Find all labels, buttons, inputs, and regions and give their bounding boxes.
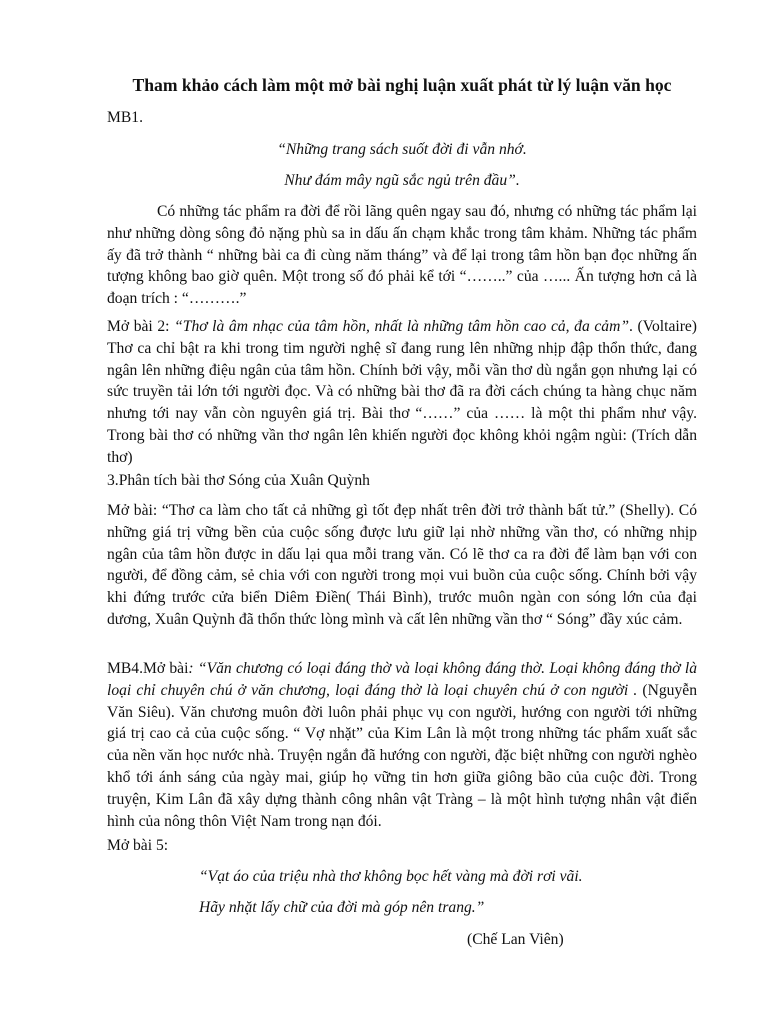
mb1-label: MB1.	[107, 109, 143, 126]
mb1-paragraph: Có những tác phẩm ra đời để rồi lãng quên ngay sau đó, nhưng có những tác phẩm lại như những dòng sông đỏ nặng phù sa in dấu ấn chạm khắc trong tâm khảm. Những tác phẩm ấy đã trở thành “ những bài ca đi cùng năm tháng” và để lại trong tâm hồn bạn đọc những ấn tượng không bao giờ quên. Một trong số đó phải kể tới “……..” của …... Ấn tượng hơn cả là đoạn trích : “……….”	[107, 203, 697, 308]
mb2-label: Mở bài 2:	[107, 318, 175, 335]
mb4-label: MB4.Mở bài	[107, 660, 189, 677]
mb4-quote: : “Văn chương có loại đáng thờ và loại không đáng thờ. Loại không đáng thờ là loại chỉ chuyên chú ở văn chương, loại đáng thờ là loại chuyên chú ở con người .	[107, 660, 697, 699]
mb1-verse-2: Như đám mây ngũ sắc ngủ trên đầu”.	[284, 172, 520, 189]
mb4-paragraph	[107, 658, 697, 832]
mb5-label: Mở bài 5:	[107, 837, 169, 854]
mb2-quote: “Thơ là âm nhạc của tâm hồn, nhất là những tâm hồn cao cả, đa cảm”	[174, 318, 630, 335]
document-title: Tham khảo cách làm một mở bài nghị luận xuất phát từ lý luận văn học	[132, 75, 672, 95]
mb5-verse-1: “Vạt áo của triệu nhà thơ không bọc hết vàng mà đời rơi vãi.	[199, 868, 583, 885]
mb5-attribution: (Chế Lan Viên)	[467, 931, 564, 948]
mb3-heading: 3.Phân tích bài thơ Sóng của Xuân Quỳnh	[107, 472, 370, 489]
mb3-paragraph: Mở bài: “Thơ ca làm cho tất cả những gì tốt đẹp nhất trên đời trở thành bất tử.” (Shelly). Có những giá trị vững bền của cuộc sống được lưu giữ lại nhờ những vần thơ, có những nhịp ngân của tâm hồn được in dấu lại qua mỗi trang văn. Có lẽ thơ ca ra đời để làm bạn với con người, để đồng cảm, sẻ chia với con người trong mọi vui buồn của cuộc sống. Chính bởi vậy khi đứng trước cửa biển Diêm Điền( Thái Bình), trước muôn ngàn con sóng lớn của đại dương, Xuân Quỳnh đã thổn thức lòng mình và cất lên những vần thơ “ Sóng” đầy xúc cảm.	[107, 502, 697, 628]
mb5-verse-2: Hãy nhặt lấy chữ của đời mà góp nên trang.”	[199, 899, 485, 916]
mb4-body: (Nguyễn Văn Siêu). Văn chương muôn đời luôn phải phục vụ con người, hướng con người tới những giá trị cao cả của cuộc sống. “ Vợ nhặt” của Kim Lân là một trong những tác phẩm xuất sắc của nền văn học nước nhà. Truyện ngắn đã hướng con người, đặc biệt những con người nghèo khổ tới ánh sáng của ngày mai, giúp họ vững tin hơn giữa giông bão của cuộc đời. Trong truyện, Kim Lân đã xây dựng thành công nhân vật Tràng – là một hình tượng nhân vật điển hình của nông thôn Việt Nam trong nạn đói.	[107, 681, 697, 830]
mb1-verse-1: “Những trang sách suốt đời đi vẫn nhớ.	[277, 141, 527, 158]
mb2-body: . (Voltaire) Thơ ca chỉ bật ra khi trong tim người nghệ sĩ đang rung lên những nhịp đập thổn thức, đang ngân lên những điệu ngân của tâm hồn. Chính bởi vậy, mỗi vần thơ dù ngắn gọn nhưng lại có sức truyền tải lớn tới người đọc. Và có những bài thơ đã ra đời cách chúng ta hàng chục năm nhưng tới nay vẫn còn nguyên giá trị. Bài thơ “……” của …… là một thi phẩm như vậy. Trong bài thơ có những vần thơ ngân lên khiến người đọc không khỏi ngậm ngùi: (Trích dẫn thơ)	[107, 318, 697, 466]
mb2-paragraph	[107, 316, 697, 469]
